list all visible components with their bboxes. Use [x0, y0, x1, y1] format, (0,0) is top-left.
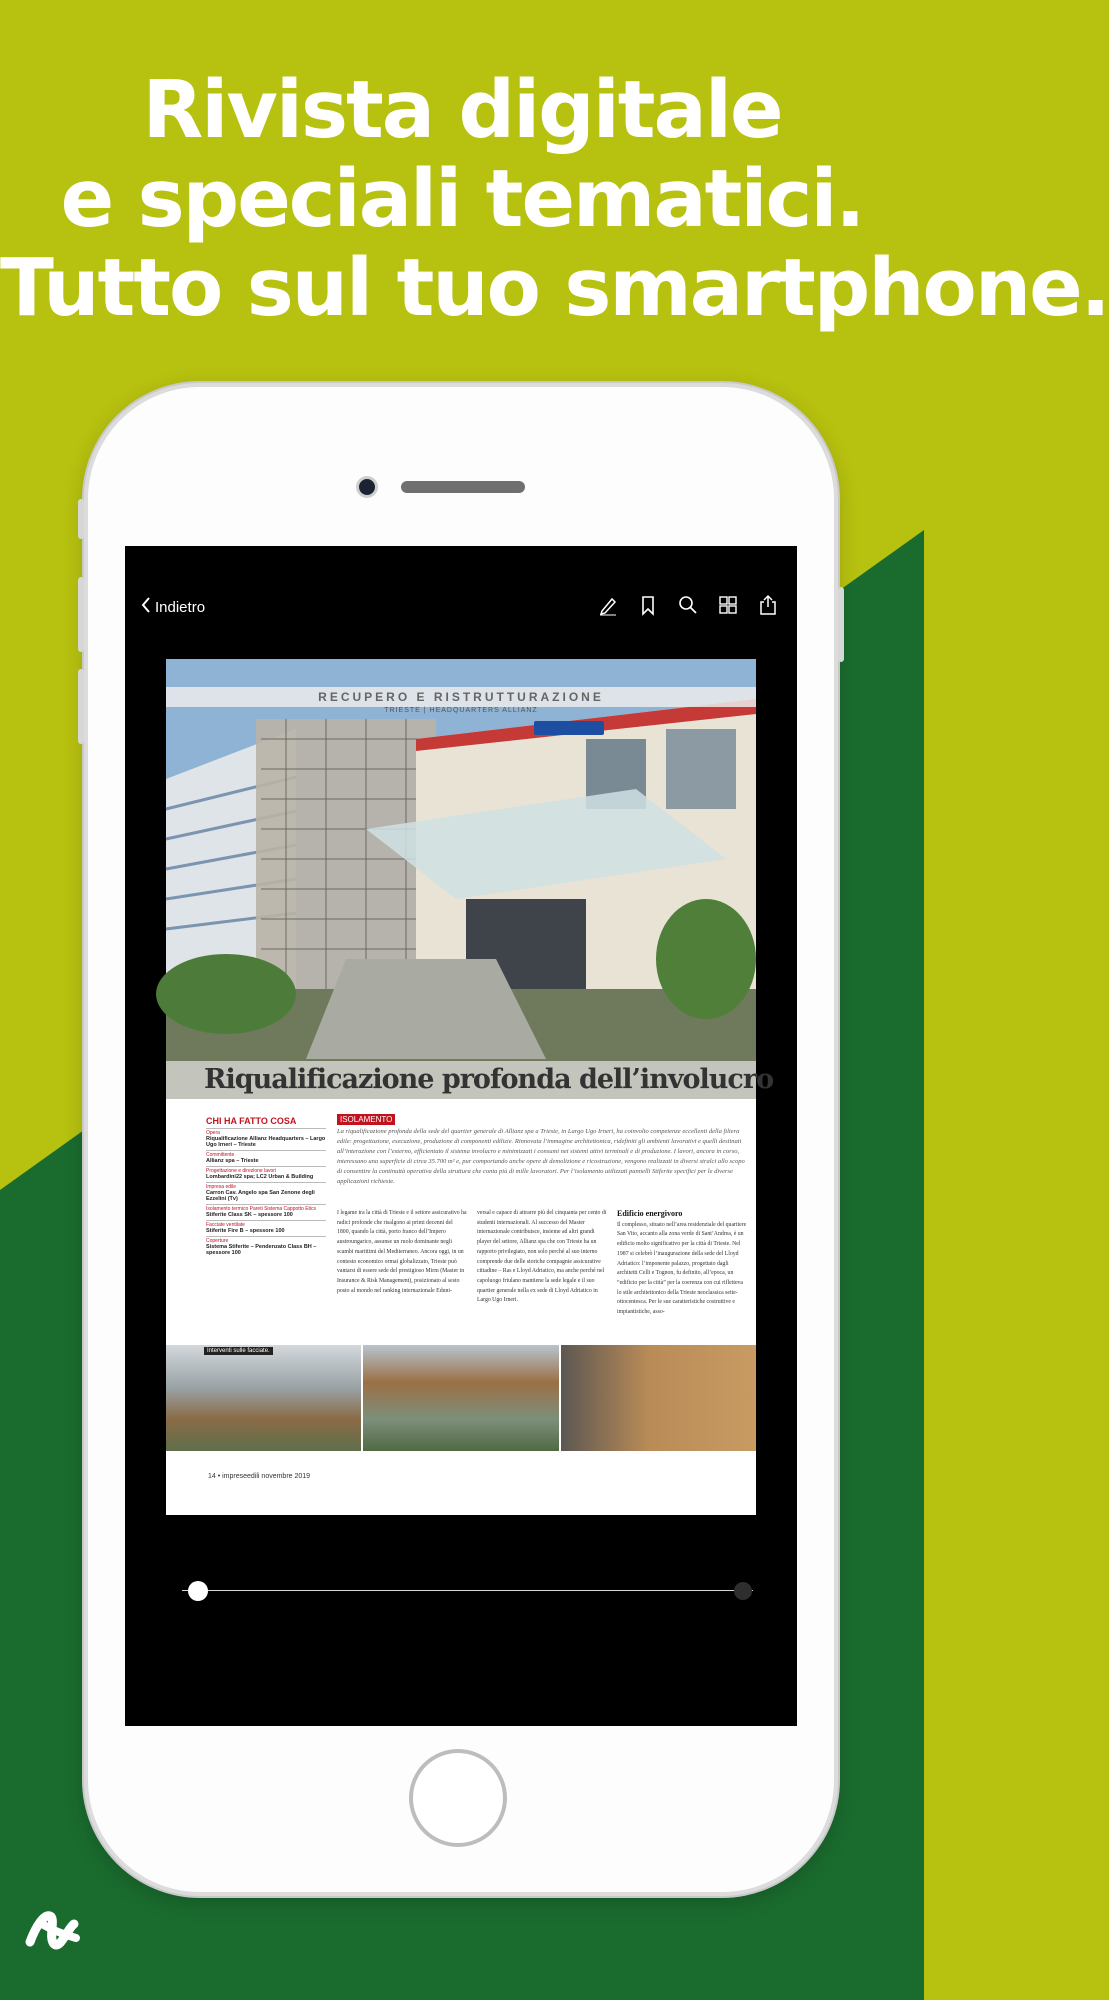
phone-screen — [125, 546, 797, 1726]
section-label: RECUPERO E RISTRUTTURAZIONE — [166, 687, 756, 707]
mute-switch — [78, 499, 84, 539]
share-icon[interactable] — [757, 594, 779, 616]
page-slider-end — [734, 1582, 752, 1600]
credit-label: Impresa edile — [206, 1184, 237, 1190]
body-column-3 — [617, 1209, 747, 1318]
search-icon[interactable] — [677, 594, 699, 616]
category-tag: ISOLAMENTO — [337, 1114, 395, 1125]
credit-value: Stiferite Fire B – spessore 100 — [206, 1228, 285, 1234]
page-slider-knob[interactable] — [188, 1581, 208, 1601]
app-logo-icon — [22, 1904, 84, 1966]
headline-line-2: e speciali tematici. — [60, 153, 864, 245]
body-column-1: I legame tra la città di Trieste e il settore assicurativo ha radici profonde che risalgono ai primi decenni del 1800, quando la città, porto franco dell’Impero austroungarico, assunse un ruolo dominante negli scambi marittimi del Mediterraneo. Ancora oggi, in un contesto economico ormai globalizzato, Trieste può vantarsi di essere sede del prestigioso Mirm (Master in Insurance & Risk Management), posizionato al sesto posto al mondo nel ranking internazionale Eduni- — [337, 1210, 467, 1294]
page-folio: 14 • impreseedili novembre 2019 — [208, 1473, 311, 1480]
article-title: Riqualificazione profonda dell’involucro — [204, 1064, 774, 1095]
phone-mockup — [88, 387, 834, 1892]
credit-label: Facciate ventilate — [206, 1222, 245, 1228]
credit-item — [206, 1166, 326, 1180]
building-photo — [166, 659, 774, 1099]
facade-photos — [166, 1345, 756, 1451]
power-button — [838, 587, 844, 662]
body-column-2: versal e capace di attrarre più del cinquanta per cento di studenti internazionali. Al successo del Master internazionale contribuisce, insieme ad altri grandi player del settore, Allianz spa che con Trieste ha un rapporto privilegiato, non solo perché al suo interno comprende due delle storiche compagnie assicurative cittadine – Ras e Lloyd Adriatico, ma anche perché nel capoluogo friulano mantiene la sede legale e il suo quartier generale nella ex sede di Lloyd Adriatico in Largo Ugo Irneri. — [477, 1210, 607, 1304]
article-body — [337, 1209, 747, 1318]
column-subheading: Edificio energivoro — [617, 1209, 683, 1218]
credit-value: Lombardini22 spa; LC2 Urban & Building — [206, 1174, 314, 1180]
earpiece-speaker — [401, 481, 525, 493]
pencil-icon[interactable] — [597, 594, 619, 616]
credit-value: Stiferite Class SK – spessore 100 — [206, 1212, 293, 1218]
reader-toolbar — [597, 594, 779, 616]
credits-box — [206, 1116, 326, 1256]
credit-value: Allianz spa – Trieste — [206, 1158, 259, 1164]
facade-photo-1 — [166, 1345, 361, 1451]
front-camera — [359, 479, 375, 495]
credit-value: Sistema Stiferite – Pendenzato Class BH – spessore 100 — [206, 1244, 317, 1256]
chevron-left-icon — [141, 596, 151, 618]
thumbnails-icon[interactable] — [717, 594, 739, 616]
headline-line-1: Rivista digitale — [142, 64, 782, 156]
volume-up-button — [78, 577, 84, 652]
volume-down-button — [78, 669, 84, 744]
facade-photo-2 — [363, 1345, 558, 1451]
credit-label: Progettazione e direzione lavori — [206, 1168, 277, 1174]
column-text: Il complesso, situato nell’area residenziale del quartiere San Vito, accanto alla zona verde di Sant’Andrea, è un edificio molto significativo per la città di Trieste. Nel 1987 si celebrò l’inaugurazione della sede del Lloyd Adriatico: l’imponente palazzo, progettato dagli architetti Celli e Tognon, fu definito, all’epoca, un “edificio per la città” per la coerenza con cui rifletteva lo stile architettonico della Trieste neoclassica sette-ottocentesca. Per le sue caratteristiche costruttive e impiantistiche, asso- — [617, 1221, 747, 1316]
photo-caption: Interventi sulle facciate. — [204, 1347, 273, 1355]
bookmark-icon[interactable] — [637, 594, 659, 616]
credit-label: Isolamento termico Pareti Sistema Cappotto Etics — [206, 1206, 317, 1212]
magazine-page[interactable] — [166, 659, 774, 1515]
home-button[interactable] — [409, 1749, 507, 1847]
headline — [0, 64, 1109, 334]
credit-item — [206, 1220, 326, 1234]
credit-item — [206, 1182, 326, 1202]
credit-item — [206, 1150, 326, 1164]
article-intro: La riqualificazione profonda della sede del quartier generale di Allianz spa a Trieste, in Largo Ugo Irneri, ha coinvolto competenze eccellenti della filiera edile: progettazione, esecuzione, produzione di componenti edilizie. Rinnovata l’immagine architettonica, ridefiniti gli ambienti lavorativi e quelli destinati all’interazione con l’esterno, efficientato il sistema involucro e minimizzati i consumi nei sistemi attivi terminali e di produzione. I lavori, ancora in corso, interessano una superficie di circa 35.700 m² e, pur comportando anche opere di demolizione e ricostruzione, vengono realizzati in diversi stralci allo scopo di consentire la continuità operativa della struttura che conta più di mille lavoratori. Per l’isolamento utilizzati pannelli Stiferite specifici per le diverse applicazioni richieste. — [337, 1128, 745, 1185]
credit-item — [206, 1204, 326, 1218]
back-button[interactable] — [141, 596, 205, 618]
credit-label: Coperture — [206, 1238, 229, 1244]
credit-value: Carron Cav. Angelo spa San Zenone degli Ezzelini (Tv) — [206, 1190, 315, 1202]
credits-heading: CHI HA FATTO COSA — [206, 1116, 297, 1126]
headline-line-3: Tutto sul tuo smartphone. — [0, 242, 1109, 334]
credit-item — [206, 1236, 326, 1256]
facade-photo-3 — [561, 1345, 756, 1451]
credit-item — [206, 1128, 326, 1148]
back-label: Indietro — [155, 598, 206, 616]
credit-label: Opera — [206, 1130, 220, 1136]
page-slider-track[interactable] — [182, 1590, 753, 1591]
credit-label: Committente — [206, 1152, 235, 1158]
credit-value: Riqualificazione Allianz Headquarters – Largo Ugo Irneri – Trieste — [206, 1136, 326, 1148]
section-sublabel: TRIESTE | HEADQUARTERS ALLIANZ — [384, 707, 538, 714]
